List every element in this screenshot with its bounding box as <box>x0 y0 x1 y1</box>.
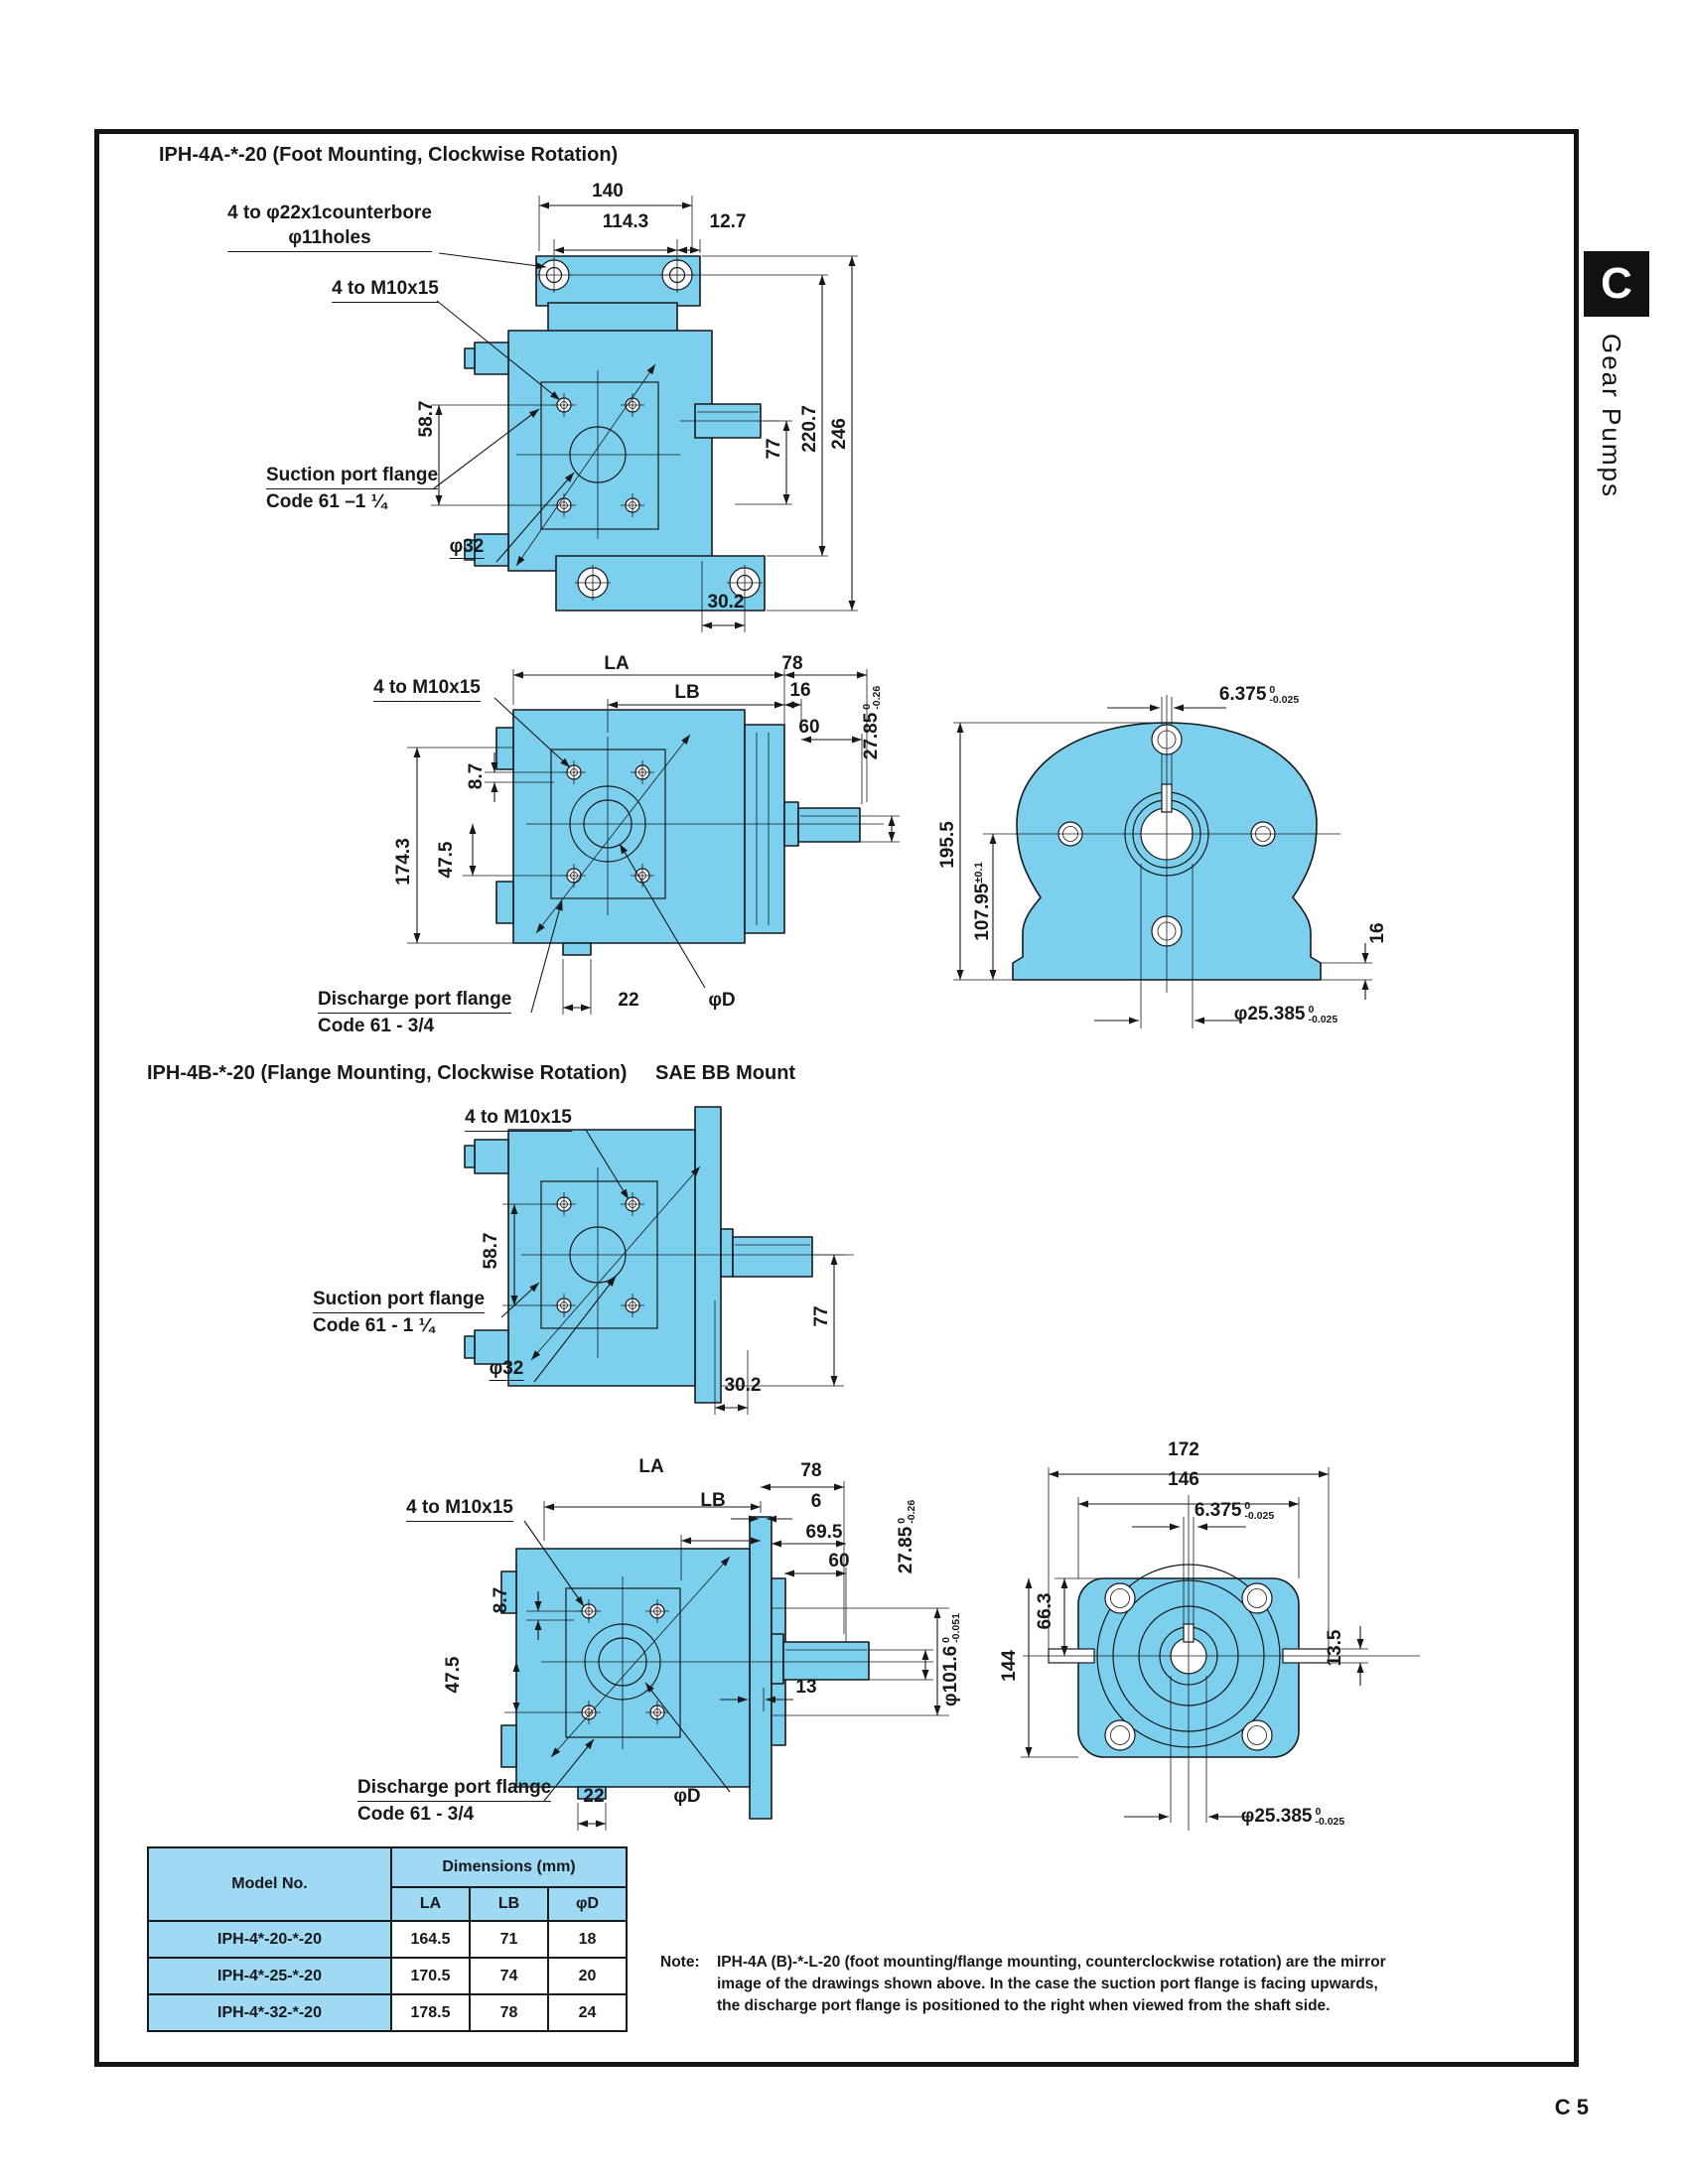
table-header-la: LA <box>391 1887 470 1921</box>
cell-model: IPH-4*-25-*-20 <box>148 1958 391 1994</box>
cell-pd: 20 <box>548 1958 627 1994</box>
d3-suction-label: Suction port flange Code 61 - 1 ¼ <box>313 1289 486 1336</box>
d4-tap-label: 4 to M10x15 <box>406 1495 513 1522</box>
cell-pd: 24 <box>548 1994 627 2031</box>
pump-body-dome <box>983 695 1340 993</box>
dim-30-2-d1: 30.2 <box>707 592 745 613</box>
dim-58-7: 58.7 <box>416 400 437 438</box>
drawing-foot-end-svg <box>914 635 1390 1052</box>
dim-47-5-d4: 47.5 <box>443 1656 464 1694</box>
table-header-model: Model No. <box>148 1847 391 1921</box>
table-row <box>148 1958 627 1994</box>
dim-77-d3: 77 <box>811 1305 832 1327</box>
dim-la-d2: LA <box>604 653 630 674</box>
dim-146: 146 <box>1168 1469 1199 1490</box>
section-b-subtitle: SAE BB Mount <box>655 1062 796 1084</box>
dim-12-7: 12.7 <box>709 211 747 232</box>
dim-60-d2: 60 <box>798 717 820 738</box>
drawing-flange-front-svg <box>248 1072 943 1430</box>
dim-6-375-d4end: 6.375 0 -0.025 <box>1194 1500 1275 1522</box>
dim-195-5: 195.5 <box>937 821 958 869</box>
dim-114-3: 114.3 <box>602 211 649 232</box>
dim-246: 246 <box>829 418 850 450</box>
dim-78-d4: 78 <box>800 1460 822 1481</box>
note-line2: image of the drawings shown above. In the case the suction port flange is facing upwards, <box>717 1976 1378 1992</box>
d1-port-dia-label: φ32 <box>449 536 485 557</box>
dim-27-85-d2: 27.85 0 -0.26 <box>861 685 883 760</box>
dim-101-6: φ101.6 0 -0.051 <box>940 1613 962 1706</box>
drawing-flange-end-svg <box>993 1430 1450 1846</box>
dim-22-d2: 22 <box>618 990 639 1011</box>
dim-58-7-d3: 58.7 <box>481 1232 501 1270</box>
dim-30-2-d3: 30.2 <box>724 1375 762 1396</box>
dim-16-d2end: 16 <box>1367 922 1388 944</box>
cell-la: 178.5 <box>391 1994 470 2031</box>
dim-13: 13 <box>795 1677 817 1698</box>
table-header-dimensions: Dimensions (mm) <box>391 1847 627 1887</box>
dim-16-d2: 16 <box>789 680 811 701</box>
dim-47-5-d2: 47.5 <box>436 841 457 879</box>
cell-model: IPH-4*-32-*-20 <box>148 1994 391 2031</box>
page-number: C 5 <box>1554 2095 1589 2119</box>
note-block <box>660 1952 1514 2017</box>
dim-lb-d4: LB <box>700 1490 726 1511</box>
dim-66-3: 66.3 <box>1035 1592 1055 1630</box>
dim-220-7: 220.7 <box>799 405 820 453</box>
d1-suction-label: Suction port flange Code 61 –1 ¼ <box>266 465 439 512</box>
counterbore-label <box>227 201 432 252</box>
dim-27-85-d4: 27.85 0 -0.26 <box>896 1499 917 1574</box>
counterbore-line2: φ11holes <box>227 225 432 252</box>
dim-22-d4: 22 <box>583 1786 605 1807</box>
cell-pd: 18 <box>548 1921 627 1958</box>
dim-25-385-d2end: φ25.385 0 -0.025 <box>1233 1004 1338 1025</box>
section-a-title: IPH-4A-*-20 (Foot Mounting, Clockwise Rotation) <box>159 144 619 166</box>
d3-port-dia-label: φ32 <box>489 1358 524 1379</box>
cell-lb: 78 <box>470 1994 548 2031</box>
dim-144: 144 <box>999 1650 1020 1682</box>
note-line1: IPH-4A (B)-*-L-20 (foot mounting/flange mounting, counterclockwise rotation) are the mirror <box>717 1954 1386 1971</box>
d3-tap-label: 4 to M10x15 <box>465 1105 572 1132</box>
counterbore-line1: 4 to φ22x1counterbore <box>227 203 432 223</box>
cell-la: 164.5 <box>391 1921 470 1958</box>
cell-lb: 74 <box>470 1958 548 1994</box>
dim-172: 172 <box>1168 1439 1199 1460</box>
cell-la: 170.5 <box>391 1958 470 1994</box>
dim-107-95: $107.95^{\pm 0.1}$ <box>972 862 993 941</box>
table-header-pd: φD <box>548 1887 627 1921</box>
section-b-title: IPH-4B-*-20 (Flange Mounting, Clockwise Rotation) <box>147 1062 628 1084</box>
dim-69-5: 69.5 <box>805 1522 843 1543</box>
dim-13-5: 13.5 <box>1325 1629 1345 1667</box>
section-tab-label: Gear Pumps <box>1597 334 1626 498</box>
table-row <box>148 1994 627 2031</box>
d1-tap-label: 4 to M10x15 <box>332 276 439 303</box>
note-label: Note: <box>660 1954 700 1971</box>
note-line3: the discharge port flange is positioned to the right when viewed from the shaft side. <box>717 1997 1331 2014</box>
dim-phid-d4: φD <box>673 1786 701 1807</box>
pump-body-foot-front <box>465 256 779 611</box>
dim-6-375-d2end: 6.375 0 -0.025 <box>1218 684 1300 706</box>
cell-lb: 71 <box>470 1921 548 1958</box>
d2-discharge-label: Discharge port flange Code 61 - 3/4 <box>318 989 512 1036</box>
dim-6-d4: 6 <box>810 1491 822 1512</box>
cell-model: IPH-4*-20-*-20 <box>148 1921 391 1958</box>
dimensions-table <box>147 1846 628 2032</box>
dim-la-d4: LA <box>638 1456 664 1477</box>
dim-phid-d2: φD <box>708 990 736 1011</box>
d2-tap-label: 4 to M10x15 <box>373 675 481 702</box>
dim-60-d4: 60 <box>828 1551 850 1571</box>
table-header-lb: LB <box>470 1887 548 1921</box>
dim-77-d1: 77 <box>764 438 784 460</box>
section-tab-c: C <box>1584 251 1649 317</box>
dim-25-385-d4end: φ25.385 0 -0.025 <box>1240 1806 1345 1828</box>
pump-body-foot-side <box>496 710 884 955</box>
dim-8-7-d4: 8.7 <box>491 1586 511 1614</box>
d4-discharge-label: Discharge port flange Code 61 - 3/4 <box>357 1777 552 1825</box>
dim-174-3: 174.3 <box>393 838 414 886</box>
dim-78-d2: 78 <box>781 653 803 674</box>
dim-8-7-d2: 8.7 <box>466 762 487 790</box>
dim-140: 140 <box>592 181 624 202</box>
table-row <box>148 1921 627 1958</box>
dim-lb-d2: LB <box>674 682 700 703</box>
